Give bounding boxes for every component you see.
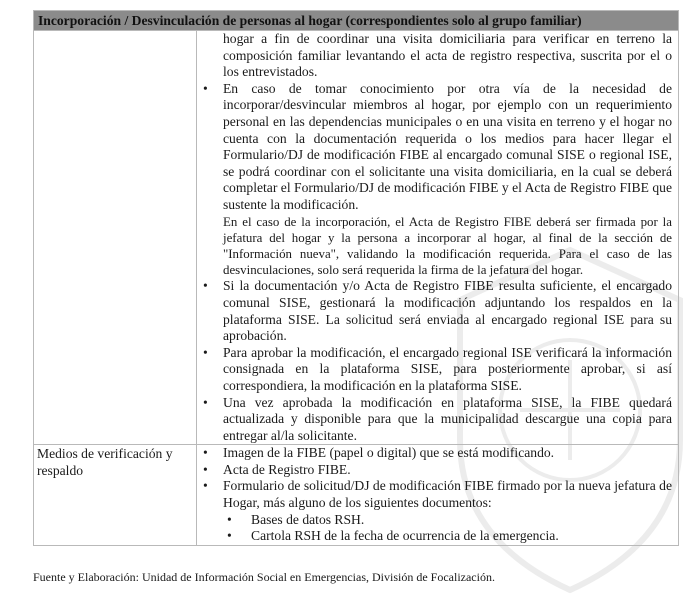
list-item: • Acta de Registro FIBE.: [203, 461, 351, 477]
sub-bullet-list: [223, 512, 672, 545]
list-item: • Bases de datos RSH.: [227, 511, 365, 527]
list-item: • Una vez aprobada la modificación en plataforma SISE, la FIBE quedará actualizada y disponible para que la municipalidad descargue una copia para entregar al/la solicitante.: [203, 394, 672, 443]
source-footnote: Fuente y Elaboración: Unidad de Información Social en Emergencias, División de Focalización.: [33, 570, 495, 584]
list-item: • Si la documentación y/o Acta de Registro FIBE resulta suficiente, el encargado comunal SISE, gestionará la modificación adjuntando los respaldos en la plataforma SISE. La solicitud será enviada al encargado regional ISE para su aprobación.: [203, 278, 672, 344]
list-item: • Formulario de solicitud/DJ de modificación FIBE firmado por la nueva jefatura de Hogar, más alguno de los siguientes documentos:: [203, 478, 672, 511]
sub-paragraph: En el caso de la incorporación, el Acta de Registro FIBE deberá ser firmada por la jefatura del hogar y la persona a incorporar al hogar, al final de la sección de "Información nueva", validando la modificación requerida. Para el caso de las desvinculaciones, solo será requerida la firma de la jefatura del hogar.: [223, 214, 672, 278]
list-item: • Imagen de la FIBE (papel o digital) que se está modificando.: [203, 445, 555, 461]
table-header: Incorporación / Desvinculación de personas al hogar (correspondientes solo al grupo familiar): [34, 11, 679, 31]
table-row: [34, 31, 679, 445]
list-item: • En caso de tomar conocimiento por otra vía de la necesidad de incorporar/desvincular miembros al hogar, por ejemplo con un requerimiento personal en las dependencias municipales o en una visita en terreno y el hogar no cuenta con la documentación requerida o los medios para hacer llegar el Formulario/DJ de modificación FIBE al encargado comunal SISE o regional ISE, se podrá coordinar con el solicitante una visita domiciliaria, en la cual se deberá completar el Formulario/DJ de modificación FIBE y el Acta de Registro FIBE que sustente la modificación.: [203, 80, 672, 212]
row-label-empty: [34, 31, 197, 445]
list-item: • Para aprobar la modificación, el encargado regional ISE verificará la información consignada en la plataforma SISE, para posteriormente aprobar, si así correspondiera, la modificación en la plataforma SISE.: [203, 344, 672, 393]
bullet-list: [201, 278, 672, 444]
bullet-list: [201, 81, 672, 214]
table-row: [34, 445, 679, 546]
list-item: • Cartola RSH de la fecha de ocurrencia de la emergencia.: [227, 528, 559, 544]
incorporation-table: [33, 10, 679, 546]
row-content: [197, 445, 679, 546]
bullet-list: [201, 445, 672, 511]
row-label: Medios de verificación y respaldo: [34, 445, 197, 546]
row-content: [197, 31, 679, 445]
continuation-text: hogar a fin de coordinar una visita domiciliaria para verificar en terreno la composición familiar levantando el acta de registro respectiva, suscrita por el o los entrevistados.: [223, 31, 672, 80]
document-table-wrapper: [33, 10, 678, 546]
